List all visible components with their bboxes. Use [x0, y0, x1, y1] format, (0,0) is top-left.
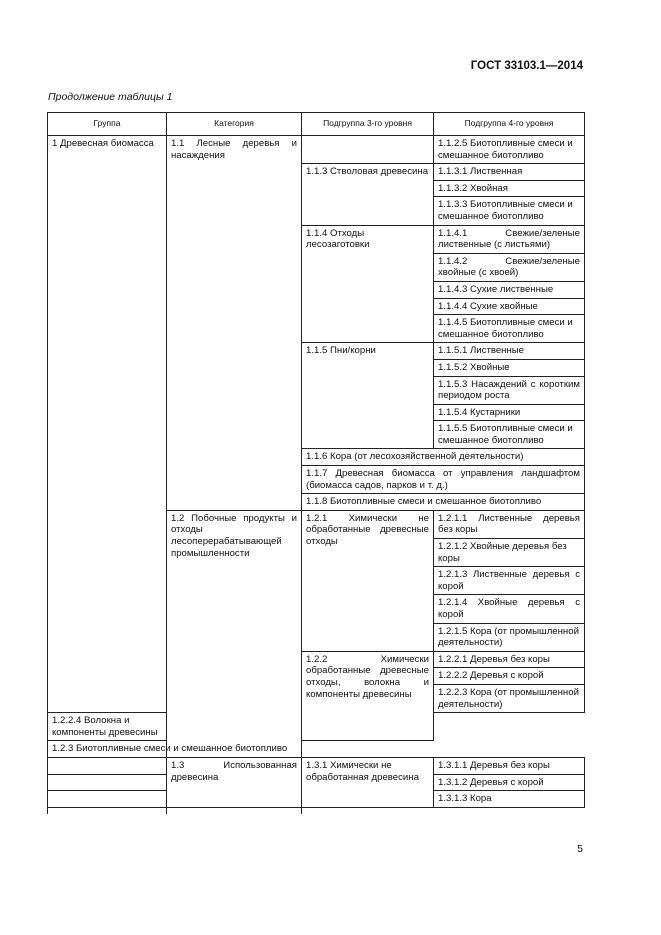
header-category: Категория	[167, 113, 302, 136]
subgroup4-cell: 1.2.1.3 Лиственные деревья с корой	[434, 567, 585, 595]
group-cell-continued	[48, 774, 167, 791]
group-cell-continued	[48, 757, 167, 774]
subgroup4-cell: 1.2.1.4 Хвойные деревья с корой	[434, 595, 585, 623]
subgroup4-cell: 1.1.4.1 Свежие/зеленые лиственные (с листьями)	[434, 225, 585, 253]
subgroup4-cell: 1.1.4.4 Сухие хвойные	[434, 298, 585, 315]
subgroup4-cell: 1.2.2.1 Деревья без коры	[434, 651, 585, 668]
subgroup4-cell: 1.2.2.4 Волокна и компоненты древесины	[48, 713, 167, 741]
subgroup4-cell: 1.2.1.5 Кора (от промышленной деятельности)	[434, 623, 585, 651]
group-cell-continued	[48, 791, 167, 808]
subgroup3-cell-empty	[302, 136, 434, 164]
subgroup4-cell: 1.1.4.5 Биотопливные смеси и смешанное биотопливо	[434, 315, 585, 343]
subgroup3-cell: 1.1.5 Пни/корни	[302, 343, 434, 449]
merged-subgroup-cell: 1.1.8 Биотопливные смеси и смешанное биотопливо	[302, 494, 585, 511]
standard-designation: ГОСТ 33103.1—2014	[470, 60, 583, 72]
classification-table	[47, 112, 585, 814]
header-group: Группа	[48, 113, 167, 136]
subgroup4-cell: 1.1.3.1 Лиственная	[434, 164, 585, 181]
page-number: 5	[577, 843, 583, 855]
continuation-gap	[434, 807, 585, 814]
subgroup4-cell: 1.2.1.2 Хвойные деревья без коры	[434, 539, 585, 567]
subgroup4-cell: 1.1.4.3 Сухие лиственные	[434, 281, 585, 298]
header-subgroup-3: Подгруппа 3-го уровня	[302, 113, 434, 136]
subgroup4-cell: 1.1.2.5 Биотопливные смеси и смешанное биотопливо	[434, 136, 585, 164]
continuation-line	[167, 807, 302, 814]
header-subgroup-4: Подгруппа 4-го уровня	[434, 113, 585, 136]
subgroup4-cell: 1.3.1.3 Кора	[434, 791, 585, 808]
table-continuation-row	[48, 807, 585, 814]
category-cell: 1.1 Лесные деревья и насаждения	[167, 136, 302, 511]
subgroup3-cell: 1.1.3 Стволовая древесина	[302, 164, 434, 225]
subgroup4-cell: 1.3.1.1 Деревья без коры	[434, 757, 585, 774]
subgroup4-cell: 1.3.1.2 Деревья с корой	[434, 774, 585, 791]
subgroup4-cell: 1.2.2.3 Кора (от промышленной деятельности)	[434, 684, 585, 712]
subgroup4-cell: 1.1.5.3 Насаждений с коротким периодом роста	[434, 376, 585, 404]
table-header-row	[48, 113, 585, 136]
merged-subgroup-cell: 1.1.7 Древесная биомасса от управления ландшафтом (биомасса садов, парков и т. д.)	[302, 466, 585, 494]
subgroup4-cell: 1.1.5.4 Кустарники	[434, 404, 585, 421]
subgroup3-cell: 1.3.1 Химически не обработанная древесина	[302, 757, 434, 807]
subgroup3-cell: 1.1.4 Отходы лесозаготовки	[302, 225, 434, 343]
table-row	[48, 136, 585, 164]
subgroup4-cell: 1.1.5.1 Лиственные	[434, 343, 585, 360]
table-row	[48, 757, 585, 774]
merged-subgroup-cell: 1.2.3 Биотопливные смеси и смешанное биотопливо	[48, 741, 302, 758]
subgroup4-cell: 1.2.2.2 Деревья с корой	[434, 668, 585, 685]
category-cell: 1.2 Побочные продукты и отходы лесоперерабатывающей промышленности	[167, 510, 302, 757]
subgroup4-cell: 1.2.1.1 Лиственные деревья без коры	[434, 510, 585, 538]
table-row	[48, 741, 585, 758]
table-caption: Продолжение таблицы 1	[48, 91, 173, 103]
subgroup4-cell: 1.1.4.2 Свежие/зеленые хвойные (с хвоей)	[434, 253, 585, 281]
subgroup3-cell: 1.2.2 Химически обработанные древесные отходы, волокна и компоненты древесины	[302, 651, 434, 741]
subgroup4-cell: 1.1.3.3 Биотопливные смеси и смешанное биотопливо	[434, 197, 585, 225]
group-cell: 1 Древесная биомасса	[48, 136, 167, 713]
subgroup4-cell: 1.1.5.5 Биотопливные смеси и смешанное биотопливо	[434, 421, 585, 449]
subgroup3-cell: 1.2.1 Химически не обработанные древесные отходы	[302, 510, 434, 651]
continuation-line	[48, 807, 167, 814]
continuation-gap	[302, 807, 434, 814]
category-cell: 1.3 Использованная древесина	[167, 757, 302, 807]
subgroup4-cell: 1.1.3.2 Хвойная	[434, 180, 585, 197]
subgroup4-cell: 1.1.5.2 Хвойные	[434, 359, 585, 376]
merged-subgroup-cell: 1.1.6 Кора (от лесохозяйственной деятельности)	[302, 449, 585, 466]
